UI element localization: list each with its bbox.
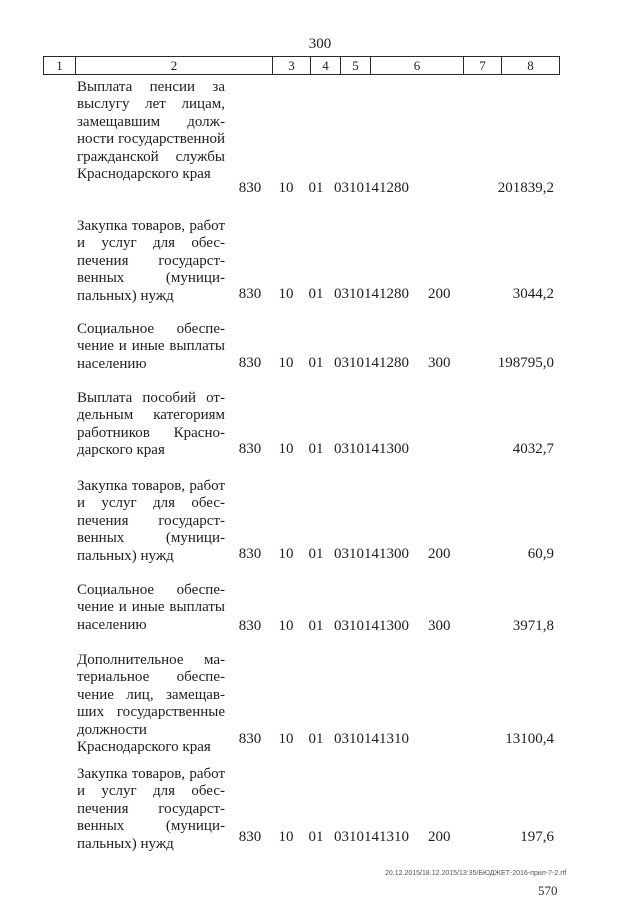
row-col-3: 830 — [238, 546, 262, 562]
header-col-4: 4 — [310, 57, 340, 74]
row-col-8: 60,9 — [527, 546, 554, 562]
row-col-3: 830 — [238, 286, 262, 302]
row-col-4: 10 — [278, 546, 294, 562]
row-col-3: 830 — [238, 618, 262, 634]
row-col-7: 300 — [428, 618, 451, 634]
row-col-6: 0310141300 — [334, 546, 409, 562]
row-col-5: 01 — [308, 829, 324, 845]
row-col-5: 01 — [308, 731, 324, 747]
row-col-8: 3971,8 — [512, 618, 554, 634]
row-col-4: 10 — [278, 180, 294, 196]
header-col-2: 2 — [75, 57, 272, 74]
row-col-3: 830 — [238, 829, 262, 845]
footer-sheet-number: 570 — [538, 883, 558, 898]
header-col-1: 1 — [43, 57, 75, 74]
row-description: Закупка товаров, работ и услуг для обеспечения государственных (муниципальных) нужд — [77, 478, 225, 564]
row-col-7: 200 — [428, 829, 451, 845]
page-number: 300 — [308, 36, 332, 52]
row-description: Выплата пенсии за выслугу лет лицам, замещавшим должности государственной гражданской службы Краснодарского края — [77, 79, 225, 183]
row-col-8: 3044,2 — [512, 286, 554, 302]
row-col-5: 01 — [308, 355, 324, 371]
header-col-3: 3 — [272, 57, 310, 74]
row-col-7: 300 — [428, 355, 451, 371]
row-col-4: 10 — [278, 829, 294, 845]
row-col-5: 01 — [308, 180, 324, 196]
row-col-6: 0310141310 — [334, 829, 409, 845]
row-col-4: 10 — [278, 441, 294, 457]
footer-file-stamp: 20.12.2015/18.12.2015/13:35/БЮДЖЕТ-2016-прил-7-2.rtf — [385, 870, 567, 877]
header-col-5: 5 — [340, 57, 370, 74]
row-col-3: 830 — [238, 180, 262, 196]
row-col-4: 10 — [278, 286, 294, 302]
row-description: Закупка товаров, работ и услуг для обеспечения государственных (муниципальных) нужд — [77, 766, 225, 852]
row-col-6: 0310141300 — [334, 618, 409, 634]
row-col-5: 01 — [308, 286, 324, 302]
row-col-4: 10 — [278, 731, 294, 747]
row-col-3: 830 — [238, 355, 262, 371]
row-description: Выплата пособий отдельным категориям работников Краснодарского края — [77, 390, 225, 459]
row-col-4: 10 — [278, 618, 294, 634]
header-col-7: 7 — [463, 57, 501, 74]
row-col-8: 13100,4 — [505, 731, 554, 747]
row-col-5: 01 — [308, 618, 324, 634]
row-col-7: 200 — [428, 286, 451, 302]
row-col-6: 0310141310 — [334, 731, 409, 747]
row-col-3: 830 — [238, 441, 262, 457]
row-col-7: 200 — [428, 546, 451, 562]
row-col-6: 0310141280 — [334, 355, 409, 371]
row-col-8: 197,6 — [520, 829, 554, 845]
row-description: Дополнительное материальное обеспечение лиц, замещавших государственные должности Краснодарского края — [77, 652, 225, 756]
row-description: Социальное обеспечение и иные выплаты населению — [77, 321, 225, 372]
row-col-3: 830 — [238, 731, 262, 747]
row-col-4: 10 — [278, 355, 294, 371]
row-description: Закупка товаров, работ и услуг для обеспечения государственных (муниципальных) нужд — [77, 218, 225, 304]
row-col-6: 0310141300 — [334, 441, 409, 457]
row-col-8: 198795,0 — [497, 355, 554, 371]
row-col-8: 201839,2 — [497, 180, 554, 196]
row-col-6: 0310141280 — [334, 286, 409, 302]
header-col-6: 6 — [370, 57, 463, 74]
table-header-row — [43, 56, 560, 75]
header-col-8: 8 — [501, 57, 560, 74]
row-col-8: 4032,7 — [512, 441, 554, 457]
row-description: Социальное обеспечение и иные выплаты населению — [77, 582, 225, 633]
row-col-5: 01 — [308, 546, 324, 562]
row-col-5: 01 — [308, 441, 324, 457]
row-col-6: 0310141280 — [334, 180, 409, 196]
